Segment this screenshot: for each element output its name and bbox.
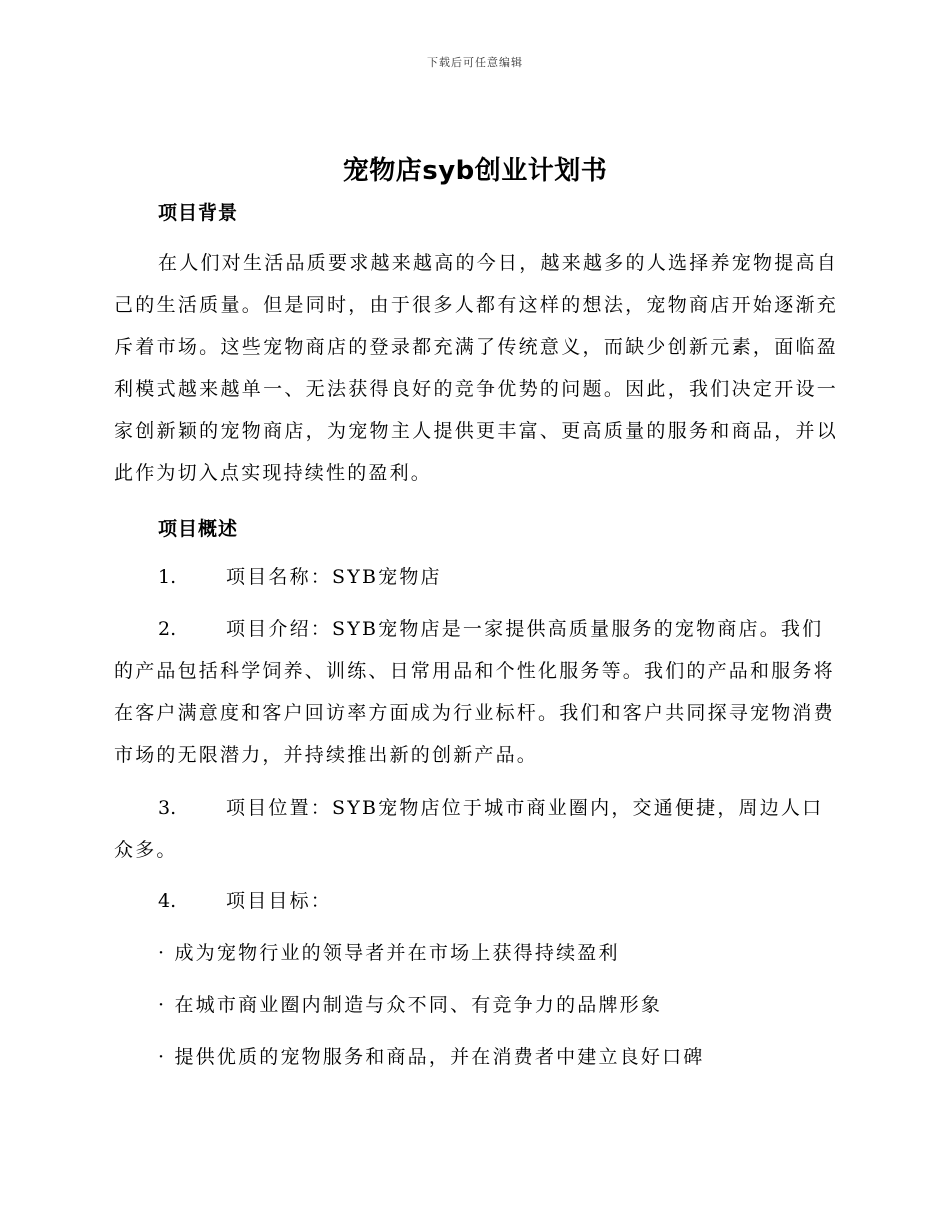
background-paragraph: 在人们对生活品质要求越来越高的今日，越来越多的人选择养宠物提高自己的生活质量。但是同时，由于很多人都有这样的想法，宠物商店开始逐渐充斥着市场。这些宠物商店的登录都充满了传统意义，而缺少创新元素，面临盈利模式越来越单一、无法获得良好的竞争优势的问题。因此，我们决定开设一家创新颖的宠物商店，为宠物主人提供更丰富、更高质量的服务和商品，并以此作为切入点实现持续性的盈利。 xyxy=(114,252,838,484)
overview-item-goals xyxy=(114,880,838,922)
item-number: 1. xyxy=(158,566,177,588)
section-heading-background: 项目背景 xyxy=(158,202,239,224)
item-number: 2. xyxy=(158,618,177,640)
page-header-note: 下载后可任意编辑 xyxy=(427,56,523,69)
section-heading-overview: 项目概述 xyxy=(158,518,239,540)
item-text: 项目名称：SYB宠物店 xyxy=(226,566,442,588)
goal-bullet: · 在城市商业圈内制造与众不同、有竞争力的品牌形象 xyxy=(158,994,663,1016)
item-number: 4. xyxy=(158,890,177,912)
goal-bullet: · 提供优质的宠物服务和商品，并在消费者中建立良好口碑 xyxy=(158,1046,705,1068)
item-text: 项目介绍：SYB宠物店是一家提供高质量服务的宠物商店。我们的产品包括科学饲养、训练、日常用品和个性化服务等。我们的产品和服务将在客户满意度和客户回访率方面成为行业标杆。我们和客户共同探寻宠物消费市场的无限潜力，并持续推出新的创新产品。 xyxy=(114,618,835,766)
overview-item-location xyxy=(114,787,838,871)
overview-item-introduction xyxy=(114,608,838,776)
document-title: 宠物店syb创业计划书 xyxy=(342,156,608,186)
overview-item-name xyxy=(114,556,838,598)
item-number: 3. xyxy=(158,797,177,819)
item-text: 项目位置：SYB宠物店位于城市商业圈内，交通便捷，周边人口众多。 xyxy=(114,797,824,861)
item-text: 项目目标： xyxy=(226,890,333,912)
goal-bullet: · 成为宠物行业的领导者并在市场上获得持续盈利 xyxy=(158,942,620,964)
